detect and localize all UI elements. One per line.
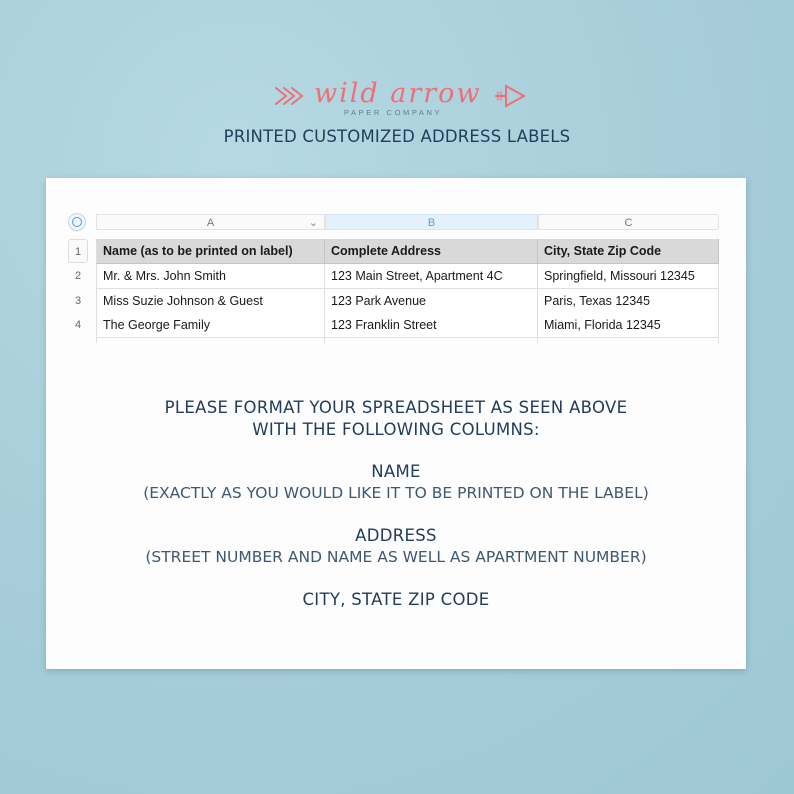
table-cell[interactable]: Miss Suzie Johnson & Guest [96, 289, 325, 314]
table-cell[interactable]: Mr. & Mrs. John Smith [96, 264, 325, 289]
address-column-description: (STREET NUMBER AND NAME AS WELL AS APARTMENT NUMBER) [145, 548, 647, 566]
table-cell[interactable]: Miami, Florida 12345 [538, 313, 719, 338]
row-number[interactable]: 1 [68, 239, 88, 263]
column-header-c-label: C [624, 217, 633, 229]
logo-tagline: PAPER COMPANY [344, 108, 443, 117]
table-cell[interactable]: The George Family [96, 313, 325, 338]
column-header-a-label: A [206, 217, 215, 229]
column-header-b-label: B [427, 217, 436, 229]
name-column-title: NAME [371, 462, 421, 481]
address-column-title: ADDRESS [355, 526, 437, 545]
table-header-cell[interactable]: Name (as to be printed on label) [96, 239, 325, 264]
table-cell[interactable]: Springfield, Missouri 12345 [538, 264, 719, 289]
logo-script-text: wild arrow [314, 78, 482, 109]
chevron-down-icon[interactable]: ⌄ [308, 217, 318, 229]
wild-arrow-logo [274, 80, 534, 128]
table-header-cell[interactable]: Complete Address [325, 239, 538, 264]
table-cell[interactable]: 123 Franklin Street [325, 313, 538, 338]
city-column-title: CITY, STATE ZIP CODE [302, 590, 490, 609]
table-cell[interactable]: Paris, Texas 12345 [538, 289, 719, 314]
name-column-description: (EXACTLY AS YOU WOULD LIKE IT TO BE PRINTED ON THE LABEL) [143, 484, 649, 502]
instruction-card [46, 178, 746, 669]
table-cell[interactable]: 123 Park Avenue [325, 289, 538, 314]
format-instructions [46, 178, 746, 669]
row-number[interactable]: 2 [74, 270, 82, 282]
instruction-line-1: PLEASE FORMAT YOUR SPREADSHEET AS SEEN ABOVE [164, 398, 628, 417]
row-number[interactable]: 4 [74, 319, 82, 331]
table-header-cell[interactable]: City, State Zip Code [538, 239, 719, 264]
table-cell[interactable]: 123 Main Street, Apartment 4C [325, 264, 538, 289]
row-number[interactable]: 3 [74, 295, 82, 307]
page-title: PRINTED CUSTOMIZED ADDRESS LABELS [223, 127, 571, 146]
instruction-line-2: WITH THE FOLLOWING COLUMNS: [252, 420, 540, 439]
